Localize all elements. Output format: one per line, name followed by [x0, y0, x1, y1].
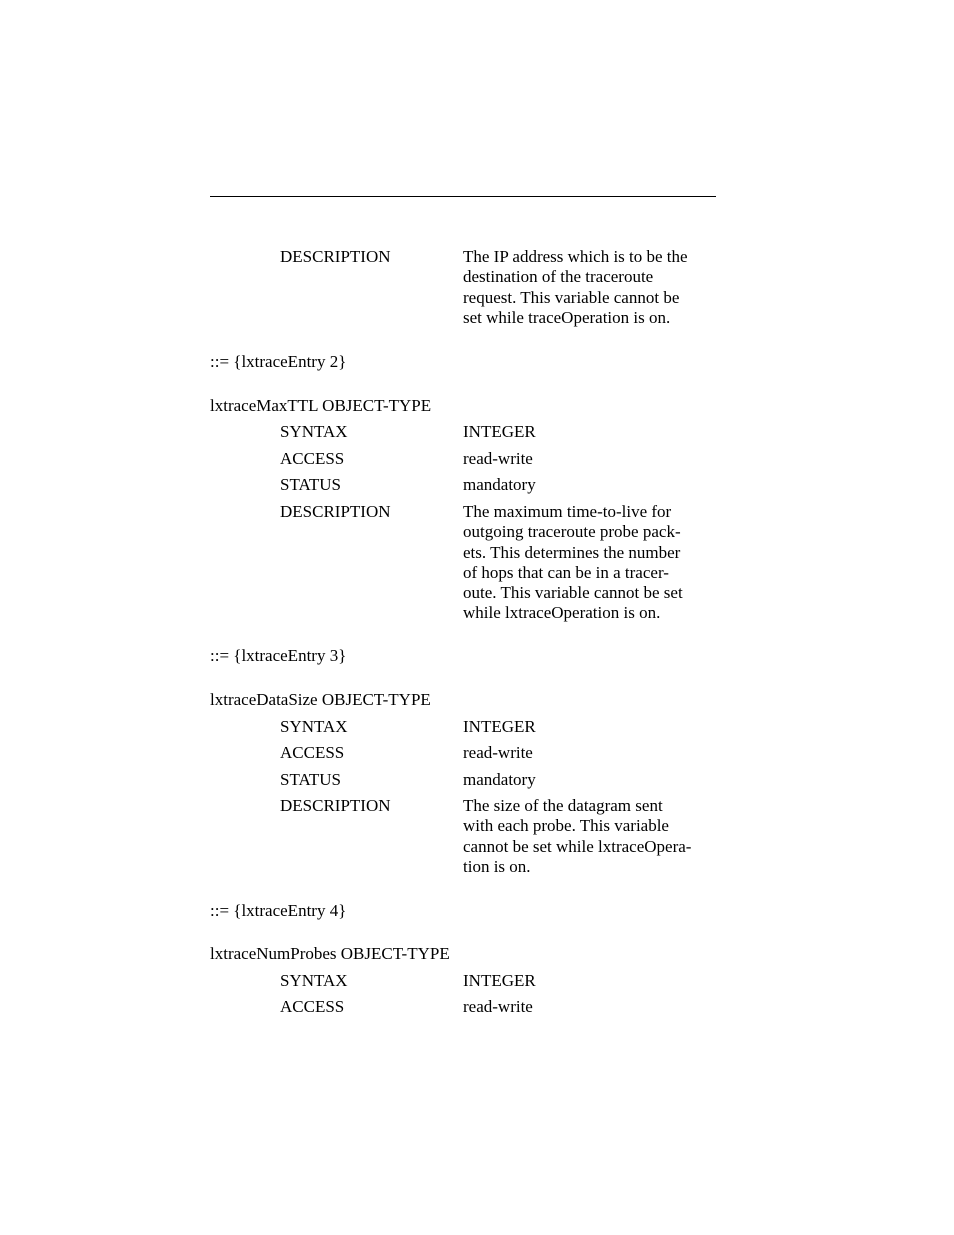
status-key: STATUS	[280, 770, 341, 789]
syntax-key: SYNTAX	[280, 422, 348, 441]
description-key: DESCRIPTION	[280, 796, 391, 815]
description-line: request. This variable cannot be	[463, 287, 680, 307]
syntax-value: INTEGER	[463, 717, 536, 736]
syntax-key: SYNTAX	[280, 717, 348, 736]
description-value	[463, 796, 719, 877]
entry-terminator: ::= {lxtraceEntry 3}	[210, 646, 347, 665]
description-line: of hops that can be in a tracer-	[463, 562, 669, 582]
access-value: read-write	[463, 997, 533, 1016]
description-line: The maximum time-to-live for	[463, 502, 672, 521]
object-type-header: lxtraceMaxTTL OBJECT-TYPE	[210, 396, 432, 415]
description-line: with each probe. This variable	[463, 816, 669, 836]
access-value: read-write	[463, 743, 533, 762]
access-key: ACCESS	[280, 743, 345, 762]
description-value	[463, 247, 719, 328]
description-line: while lxtraceOperation is on.	[463, 603, 661, 623]
status-key: STATUS	[280, 475, 341, 494]
syntax-key: SYNTAX	[280, 971, 348, 990]
status-value: mandatory	[463, 475, 536, 494]
syntax-value: INTEGER	[463, 422, 536, 441]
description-line: outgoing traceroute probe pack-	[463, 522, 681, 542]
access-value: read-write	[463, 449, 533, 468]
syntax-value: INTEGER	[463, 971, 536, 990]
description-key: DESCRIPTION	[280, 247, 391, 266]
description-line: set while traceOperation is on.	[463, 307, 671, 327]
description-line: The IP address which is to be the	[463, 247, 688, 266]
description-line: oute. This variable cannot be set	[463, 583, 683, 603]
object-type-header: lxtraceNumProbes OBJECT-TYPE	[210, 944, 450, 963]
description-line: ets. This determines the number	[463, 542, 681, 562]
description-line: cannot be set while lxtraceOpera-	[463, 836, 692, 856]
description-line: The size of the datagram sent	[463, 796, 663, 815]
status-value: mandatory	[463, 770, 536, 789]
access-key: ACCESS	[280, 449, 345, 468]
entry-terminator: ::= {lxtraceEntry 2}	[210, 352, 347, 371]
description-line: destination of the traceroute	[463, 267, 654, 287]
header-rule	[210, 196, 716, 197]
object-type-header: lxtraceDataSize OBJECT-TYPE	[210, 690, 431, 709]
description-key: DESCRIPTION	[280, 502, 391, 521]
description-line: tion is on.	[463, 856, 531, 876]
access-key: ACCESS	[280, 997, 345, 1016]
entry-terminator: ::= {lxtraceEntry 4}	[210, 901, 347, 920]
description-value	[463, 502, 719, 624]
